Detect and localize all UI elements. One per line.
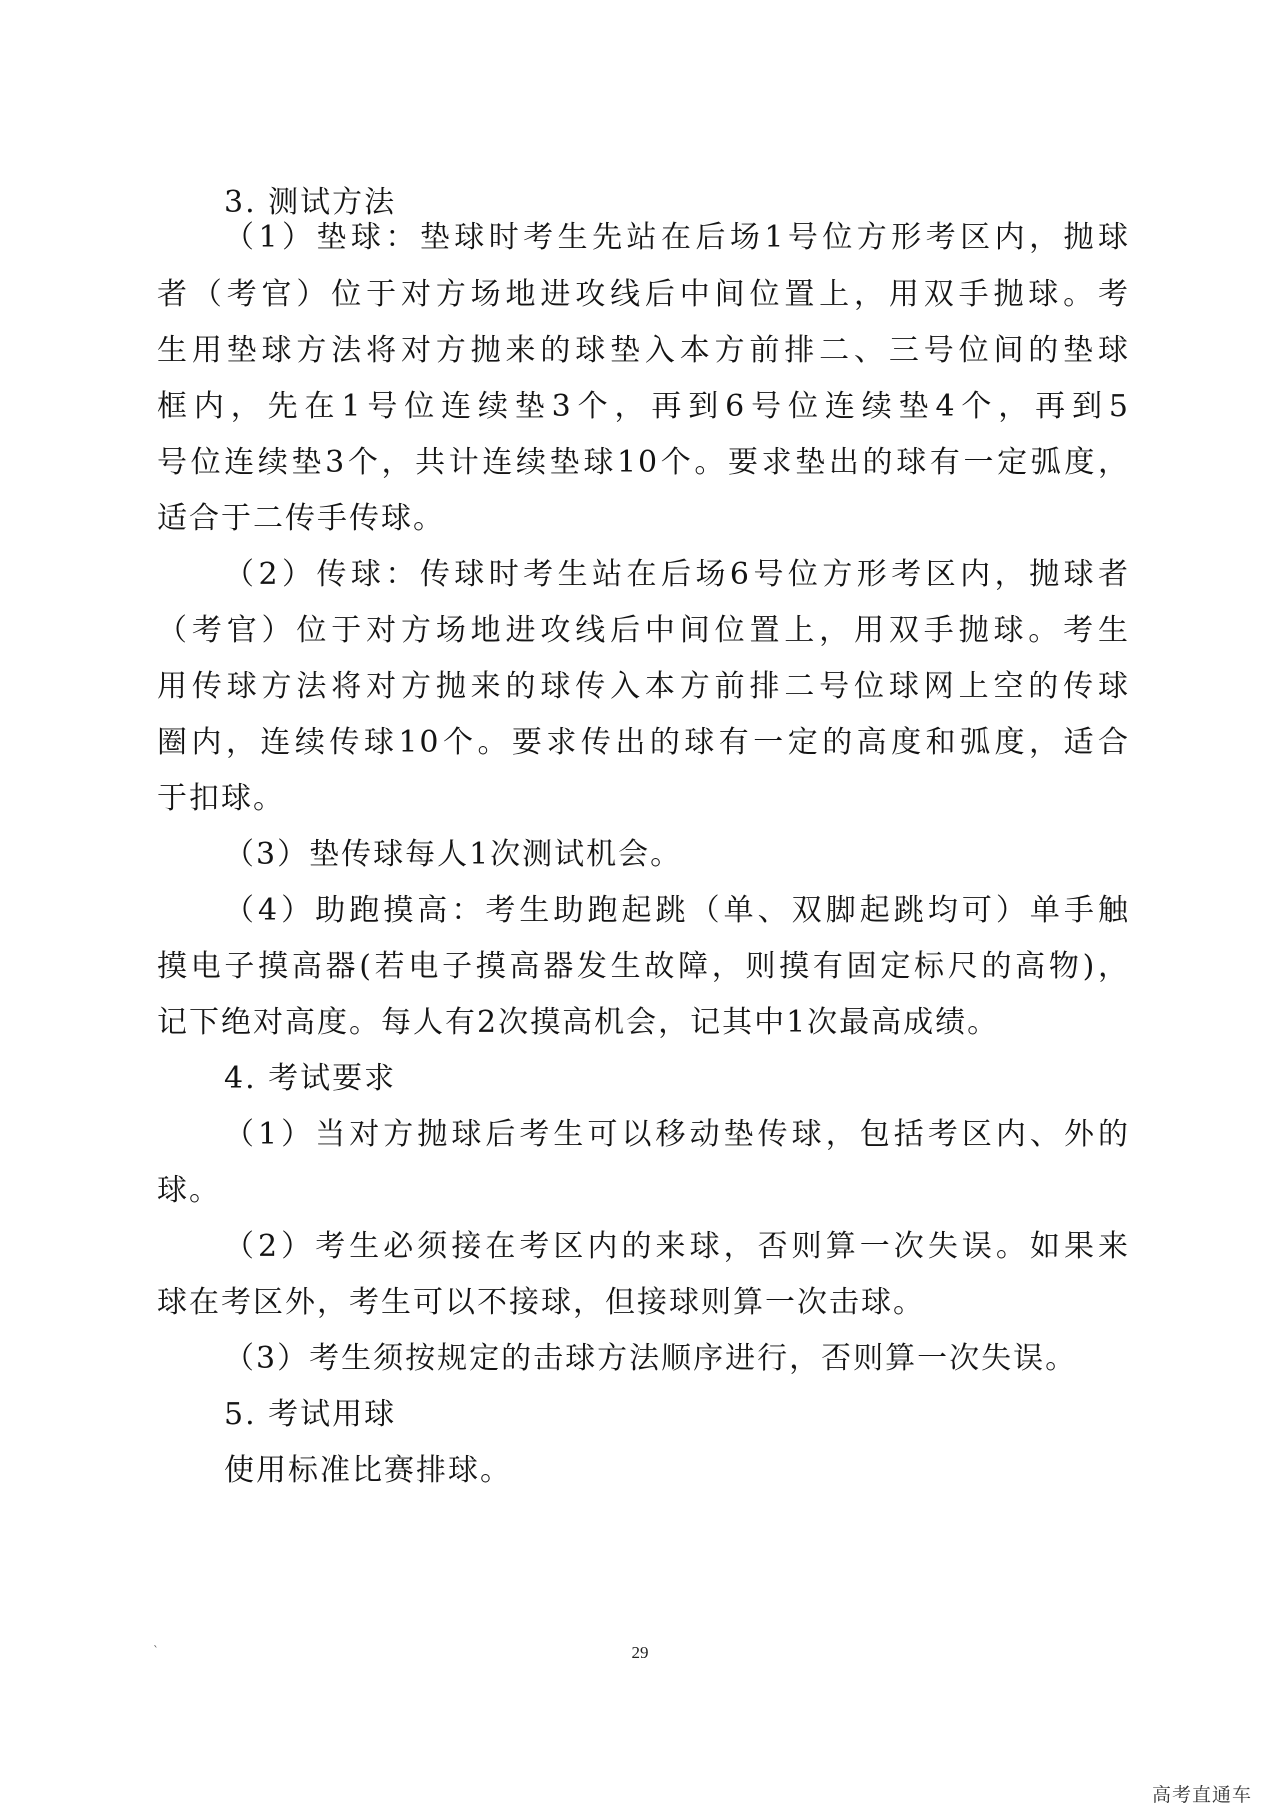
page-number: 29 [631,1643,649,1662]
section-heading-exam-ball: 5. 考试用球 [224,1397,397,1432]
paragraph-line: （2）传球：传球时考生站在后场6号位方形考区内，抛球者 [224,557,1130,592]
section-heading-test-method: 3. 测试方法 [224,185,397,220]
paragraph-line: 生用垫球方法将对方抛来的球垫入本方前排二、三号位间的垫球 [157,333,1130,368]
paragraph-line: （3）垫传球每人1次测试机会。 [224,837,683,872]
paragraph-line: 用传球方法将对方抛来的球传入本方前排二号位球网上空的传球 [157,669,1130,704]
paragraph-line: 适合于二传手传球。 [157,501,445,536]
paragraph-line: 号位连续垫3个，共计连续垫球10个。要求垫出的球有一定弧度， [157,445,1130,480]
section-heading-exam-requirements: 4. 考试要求 [224,1061,397,1096]
paragraph-line: （4）助跑摸高：考生助跑起跳（单、双脚起跳均可）单手触 [224,893,1130,928]
paragraph-line: 使用标准比赛排球。 [224,1453,512,1488]
watermark-text: 高考直通车 [1152,1784,1253,1806]
paragraph-line: （考官）位于对方场地进攻线后中间位置上，用双手抛球。考生 [157,613,1130,648]
paragraph-line: （3）考生须按规定的击球方法顺序进行，否则算一次失误。 [224,1341,1078,1376]
paragraph-line: 球在考区外，考生可以不接球，但接球则算一次击球。 [157,1285,925,1320]
paragraph-line: 球。 [157,1173,221,1208]
paragraph-line: 摸电子摸高器(若电子摸高器发生故障，则摸有固定标尺的高物)， [157,949,1130,984]
paragraph-line: 于扣球。 [157,781,285,816]
paragraph-line: 框内，先在1号位连续垫3个，再到6号位连续垫4个，再到5 [157,389,1130,424]
paragraph-line: 记下绝对高度。每人有2次摸高机会，记其中1次最高成绩。 [157,1005,1000,1040]
paragraph-line: （1）垫球：垫球时考生先站在后场1号位方形考区内，抛球 [224,220,1130,255]
scan-mark: ` [153,1644,159,1658]
paragraph-line: 者（考官）位于对方场地进攻线后中间位置上，用双手抛球。考 [157,277,1130,312]
paragraph-line: （2）考生必须接在考区内的来球，否则算一次失误。如果来 [224,1229,1130,1264]
paragraph-line: 圈内，连续传球10个。要求传出的球有一定的高度和弧度，适合 [157,725,1130,760]
paragraph-line: （1）当对方抛球后考生可以移动垫传球，包括考区内、外的 [224,1117,1130,1152]
